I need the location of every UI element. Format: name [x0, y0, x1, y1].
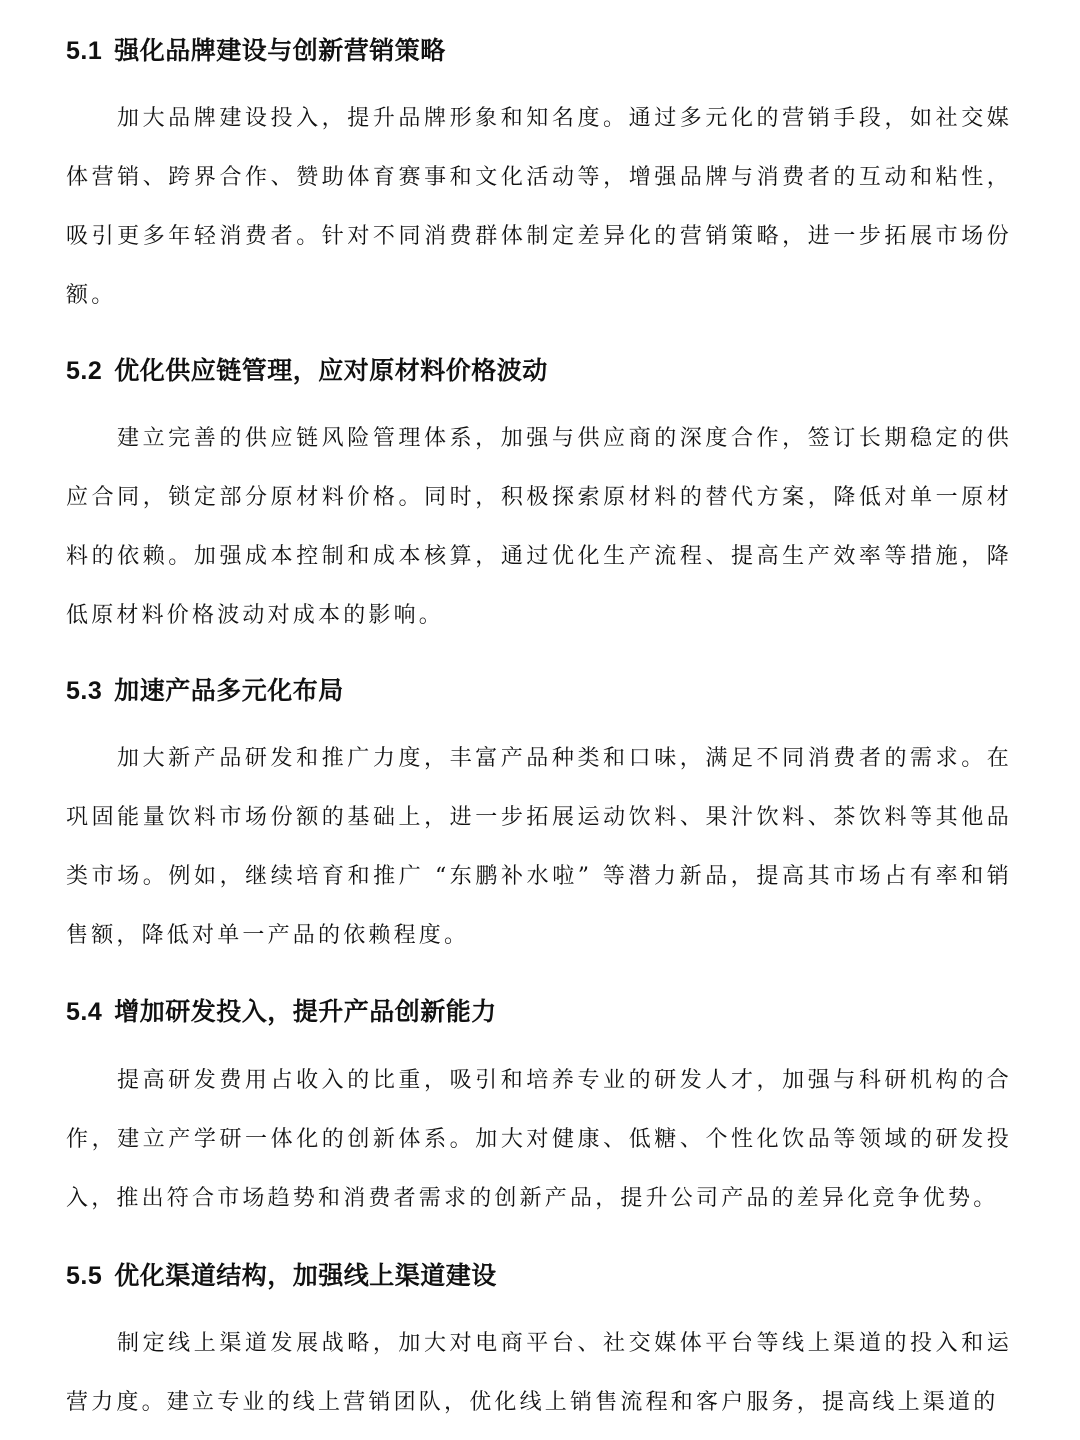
section-paragraph: 加大新产品研发和推广力度，丰富产品种类和口味，满足不同消费者的需求。在巩固能量饮料市场份额的基础上，进一步拓展运动饮料、果汁饮料、茶饮料等其他品类市场。例如，继续培育和推广 “东鹏补水啦” 等潜力新品，提高其市场占有率和销售额，降低对单一产品的依赖程度。 [66, 746, 1012, 948]
section-title: 优化供应链管理，应对原材料价格波动 [114, 357, 548, 385]
section-heading [66, 354, 548, 388]
section-number: 5.1 [66, 37, 103, 65]
section-title: 增加研发投入，提升产品创新能力 [114, 998, 497, 1026]
section-paragraph: 提高研发费用占收入的比重，吸引和培养专业的研发人才，加强与科研机构的合作，建立产学研一体化的创新体系。加大对健康、低糖、个性化饮品等领域的研发投入，推出符合市场趋势和消费者需求的创新产品，提升公司产品的差异化竞争优势。 [66, 1068, 1012, 1211]
section-heading [66, 1259, 497, 1293]
section-paragraph: 制定线上渠道发展战略，加大对电商平台、社交媒体平台等线上渠道的投入和运营力度。建立专业的线上营销团队，优化线上销售流程和客户服务，提高线上渠道的 [66, 1331, 1012, 1415]
section-heading [66, 995, 497, 1029]
section-number: 5.5 [66, 1262, 103, 1290]
section-paragraph: 建立完善的供应链风险管理体系，加强与供应商的深度合作，签订长期稳定的供应合同，锁定部分原材料价格。同时，积极探索原材料的替代方案，降低对单一原材料的依赖。加强成本控制和成本核算，通过优化生产流程、提高生产效率等措施，降低原材料价格波动对成本的影响。 [66, 426, 1012, 628]
section-title: 优化渠道结构，加强线上渠道建设 [114, 1262, 497, 1290]
section-heading [66, 34, 446, 68]
section-number: 5.2 [66, 357, 103, 385]
section-number: 5.4 [66, 998, 103, 1026]
section-paragraph: 加大品牌建设投入，提升品牌形象和知名度。通过多元化的营销手段，如社交媒体营销、跨界合作、赞助体育赛事和文化活动等，增强品牌与消费者的互动和粘性，吸引更多年轻消费者。针对不同消费群体制定差异化的营销策略，进一步拓展市场份额。 [66, 106, 1012, 308]
section-title: 加速产品多元化布局 [114, 677, 344, 705]
section-heading [66, 674, 344, 708]
section-number: 5.3 [66, 677, 103, 705]
section-title: 强化品牌建设与创新营销策略 [114, 37, 446, 65]
